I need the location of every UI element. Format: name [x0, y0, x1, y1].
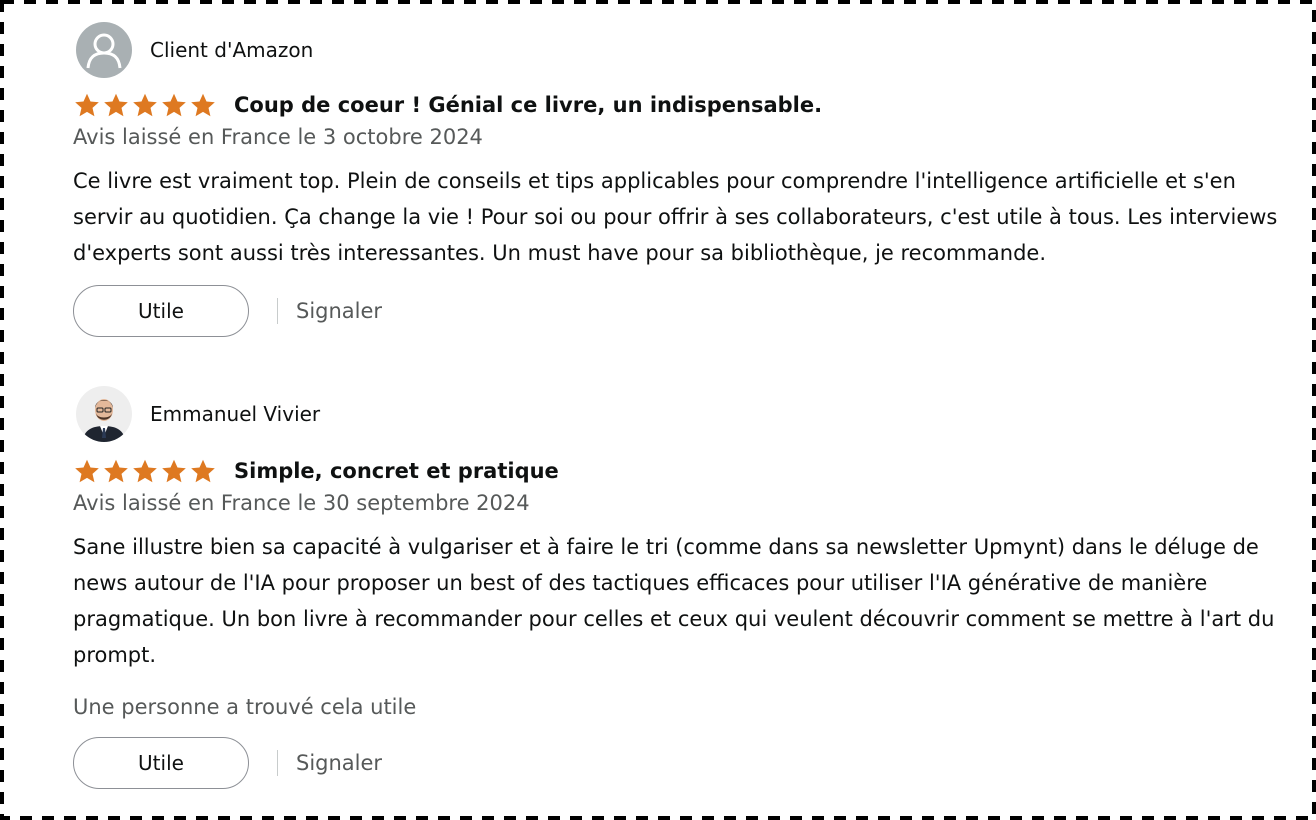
user-photo[interactable] [76, 386, 132, 442]
review-body: Ce livre est vraiment top. Plein de conseils et tips applicables pour comprendre l'intelligence artificielle et s'en servir au quotidien. Ça change la vie ! Pour soi ou pour offrir à ses collaborateurs, c'est utile à tous. Les interviews d'experts sont aussi très interessantes. Un must have pour sa bibliothèque, je recommande. [73, 169, 1278, 265]
review-profile [73, 386, 1293, 442]
star-icon [160, 92, 188, 119]
review-actions [73, 284, 1293, 338]
star-icon [102, 92, 130, 119]
star-icon [189, 458, 217, 485]
default-user-icon[interactable] [76, 22, 132, 78]
helpful-button[interactable]: Utile [73, 737, 249, 789]
reviewer-name[interactable]: Client d'Amazon [150, 38, 314, 62]
divider [277, 750, 278, 776]
review-title[interactable]: Simple, concret et pratique [234, 459, 559, 483]
star-icon [102, 458, 130, 485]
review-card [73, 22, 1293, 338]
star-icon [189, 92, 217, 119]
helpful-button[interactable]: Utile [73, 285, 249, 337]
review-actions [73, 736, 1293, 790]
review-title-row [73, 456, 1293, 486]
review-title[interactable]: Coup de coeur ! Génial ce livre, un indispensable. [234, 93, 823, 117]
star-icon [131, 92, 159, 119]
report-link[interactable]: Signaler [296, 751, 383, 775]
review-card [73, 386, 1293, 790]
helpful-count: Une personne a trouvé cela utile [73, 695, 417, 719]
reviewer-name[interactable]: Emmanuel Vivier [150, 402, 321, 426]
report-link[interactable]: Signaler [296, 299, 383, 323]
review-date: Avis laissé en France le 3 octobre 2024 [73, 125, 483, 149]
divider [277, 298, 278, 324]
review-body: Sane illustre bien sa capacité à vulgariser et à faire le tri (comme dans sa newsletter Upmynt) dans le déluge de news autour de l'IA pour proposer un best of des tactiques efficaces pour utiliser l'IA générative de manière pragmatique. Un bon livre à recommander pour celles et ceux qui veulent découvrir comment se mettre à l'art du prompt. [73, 535, 1275, 667]
review-date: Avis laissé en France le 30 septembre 2024 [73, 491, 530, 515]
review-title-row [73, 90, 1293, 120]
review-profile [73, 22, 1293, 78]
star-icon [73, 92, 101, 119]
star-rating[interactable] [73, 92, 217, 119]
star-icon [160, 458, 188, 485]
star-icon [73, 458, 101, 485]
star-icon [131, 458, 159, 485]
star-rating[interactable] [73, 458, 217, 485]
